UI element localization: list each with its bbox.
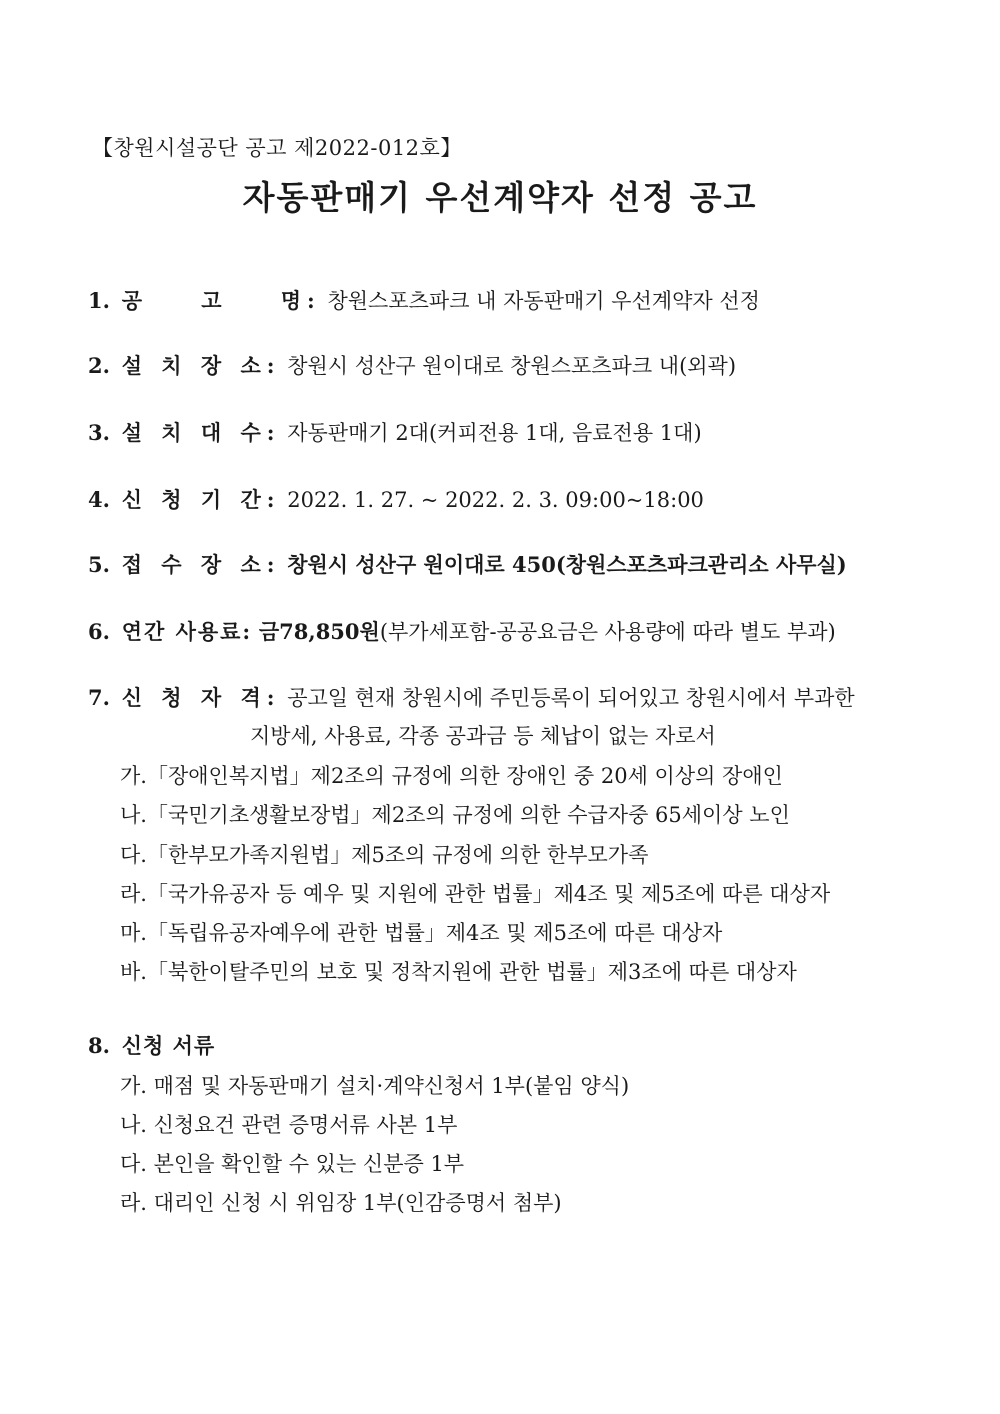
item-value: 2022. 1. 27. ~ 2022. 2. 3. 09:00~18:00 bbox=[287, 488, 704, 512]
eligibility-item: 바.「북한이탈주민의 보호 및 정착지원에 관한 법률」제3조에 따른 대상자 bbox=[120, 960, 797, 984]
document-item: 라. 대리인 신청 시 위임장 1부(인감증명서 첨부) bbox=[120, 1191, 562, 1215]
item-number: 7. bbox=[88, 685, 110, 710]
item-number: 4. bbox=[88, 487, 110, 512]
document-item: 가. 매점 및 자동판매기 설치·계약신청서 1부(붙임 양식) bbox=[120, 1074, 630, 1098]
item-label: 공 고 명: bbox=[121, 288, 321, 313]
item-install-count bbox=[88, 417, 702, 447]
item-label: 연간 사용료: bbox=[121, 619, 253, 644]
item-eligibility bbox=[88, 682, 855, 712]
item-value: 창원스포츠파크 내 자동판매기 우선계약자 선정 bbox=[327, 289, 760, 313]
item-value: 공고일 현재 창원시에 주민등록이 되어있고 창원시에서 부과한 bbox=[287, 686, 855, 710]
eligibility-item: 다.「한부모가족지원법」제5조의 규정에 의한 한부모가족 bbox=[120, 843, 649, 867]
document-item: 나. 신청요건 관련 증명서류 사본 1부 bbox=[120, 1113, 458, 1137]
item-label: 접 수 장 소: bbox=[121, 552, 281, 577]
item-value: 창원시 성산구 원이대로 창원스포츠파크 내(외곽) bbox=[287, 354, 737, 378]
item-label: 설 치 대 수: bbox=[121, 420, 281, 445]
document-item: 다. 본인을 확인할 수 있는 신분증 1부 bbox=[120, 1152, 465, 1176]
item-number: 8. bbox=[88, 1033, 110, 1058]
item-number: 5. bbox=[88, 552, 110, 577]
item-number: 2. bbox=[88, 353, 110, 378]
item-number: 3. bbox=[88, 420, 110, 445]
item-value: 창원시 성산구 원이대로 450(창원스포츠파크관리소 사무실) bbox=[287, 552, 847, 577]
item-label: 신청 서류 bbox=[121, 1033, 216, 1058]
item-reception-place bbox=[88, 549, 847, 579]
notice-number: 【창원시설공단 공고 제2022-012호】 bbox=[92, 136, 462, 160]
item-eligibility-continued: 지방세, 사용료, 각종 공과금 등 체납이 없는 자로서 bbox=[250, 724, 716, 748]
item-notice-name bbox=[88, 285, 760, 315]
item-value: (부가세포함-공공요금은 사용량에 따라 별도 부과) bbox=[379, 620, 836, 644]
item-application-period bbox=[88, 484, 704, 514]
item-number: 6. bbox=[88, 619, 110, 644]
eligibility-item: 나.「국민기초생활보장법」제2조의 규정에 의한 수급자중 65세이상 노인 bbox=[120, 803, 790, 827]
item-value: 자동판매기 2대(커피전용 1대, 음료전용 1대) bbox=[287, 421, 702, 445]
item-install-location bbox=[88, 350, 736, 380]
item-number: 1. bbox=[88, 288, 110, 313]
item-annual-fee bbox=[88, 616, 836, 646]
item-documents bbox=[88, 1030, 215, 1060]
item-label: 설 치 장 소: bbox=[121, 353, 281, 378]
item-label: 신 청 기 간: bbox=[121, 487, 281, 512]
page-title: 자동판매기 우선계약자 선정 공고 bbox=[242, 178, 758, 217]
eligibility-item: 가.「장애인복지법」제2조의 규정에 의한 장애인 중 20세 이상의 장애인 bbox=[120, 764, 783, 788]
item-label: 신 청 자 격: bbox=[121, 685, 281, 710]
eligibility-item: 라.「국가유공자 등 예우 및 지원에 관한 법률」제4조 및 제5조에 따른 대상자 bbox=[120, 882, 831, 906]
eligibility-item: 마.「독립유공자예우에 관한 법률」제4조 및 제5조에 따른 대상자 bbox=[120, 921, 723, 945]
fee-amount: 금78,850원 bbox=[258, 619, 380, 644]
